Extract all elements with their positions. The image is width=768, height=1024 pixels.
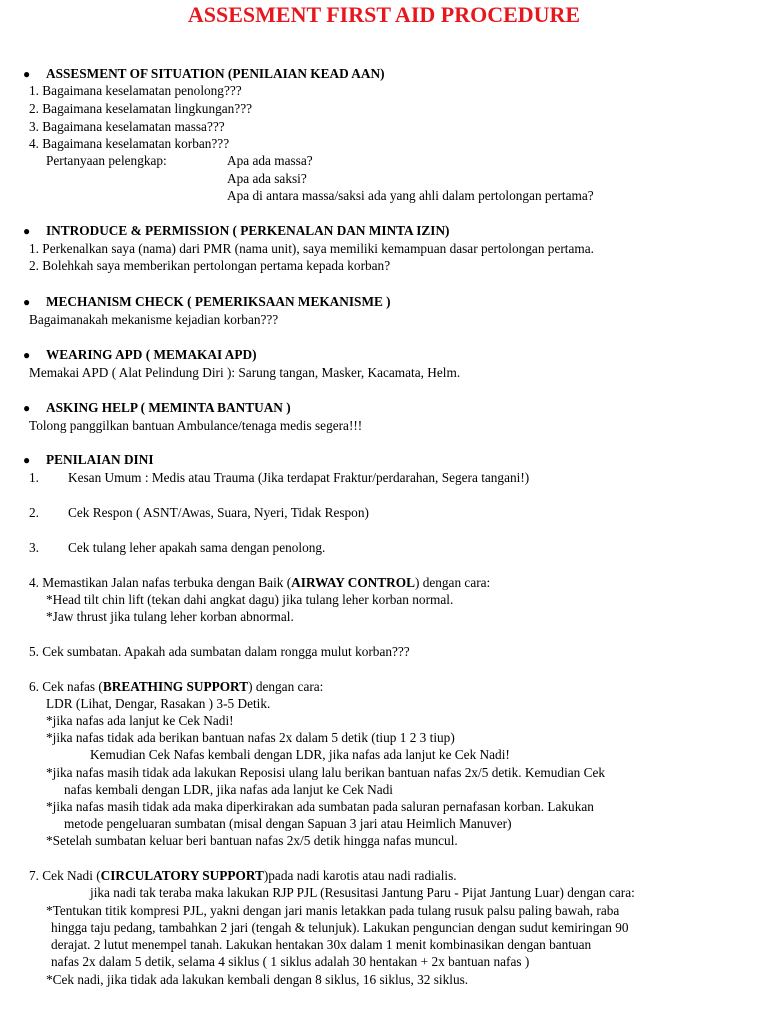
bullet-icon: ●	[23, 295, 31, 309]
step-detail: *Cek nadi, jika tidak ada lakukan kembali dengan 8 siklus, 16 siklus, 32 siklus.	[46, 972, 469, 987]
step-detail: hingga taju pedang, tambahkan 2 jari (tengah & telunjuk). Lakukan penguncian dengan sudut kemiringan 90	[51, 920, 629, 935]
list-item: 2. Bolehkah saya memberikan pertolongan pertama kepada korban?	[29, 258, 391, 273]
step-detail: jika nadi tak teraba maka lakukan RJP PJL (Resusitasi Jantung Paru - Pijat Jantung Luar) dengan cara:	[90, 885, 635, 900]
list-item: 1. Bagaimana keselamatan penolong???	[29, 83, 242, 98]
section-heading-situation: ASSESMENT OF SITUATION (PENILAIAN KEAD AAN)	[46, 66, 385, 81]
step-detail: *jika nafas tidak ada berikan bantuan nafas 2x dalam 5 detik (tiup 1 2 3 tiup)	[46, 730, 455, 745]
section-text: Tolong panggilkan bantuan Ambulance/tenaga medis segera!!!	[29, 418, 363, 433]
step-text-part: 7. Cek Nadi (	[29, 868, 101, 883]
step-detail: *Jaw thrust jika tulang leher korban abnormal.	[46, 609, 294, 624]
step-detail: *jika nafas masih tidak ada maka diperkirakan ada sumbatan pada saluran pernafasan korban. Lakukan	[46, 799, 594, 814]
section-text: Bagaimanakah mekanisme kejadian korban???	[29, 312, 279, 327]
step-detail: *Head tilt chin lift (tekan dahi angkat dagu) jika tulang leher korban normal.	[46, 592, 454, 607]
step-detail: nafas kembali dengan LDR, jika nafas ada lanjut ke Cek Nadi	[64, 782, 393, 797]
step-text-breathing	[29, 678, 323, 695]
list-item: 4. Bagaimana keselamatan korban???	[29, 136, 230, 151]
step-text-part: )pada nadi karotis atau nadi radialis.	[263, 868, 457, 883]
step-detail: derajat. 2 lutut menempel tanah. Lakukan hentakan 30x dalam 1 menit kombinasikan dengan bantuan	[51, 937, 592, 952]
section-heading-introduce: INTRODUCE & PERMISSION ( PERKENALAN DAN MINTA IZIN)	[46, 223, 450, 238]
step-number: 2.	[29, 505, 39, 520]
step-detail: metode pengeluaran sumbatan (misal dengan Sapuan 3 jari atau Heimlich Manuver)	[64, 816, 512, 831]
step-detail: *jika nafas ada lanjut ke Cek Nadi!	[46, 713, 234, 728]
step-detail: nafas 2x dalam 5 detik, selama 4 siklus ( 1 siklus adalah 30 hentakan + 2x bantuan nafas )	[51, 954, 530, 969]
section-heading-penilaian: PENILAIAN DINI	[46, 452, 154, 467]
step-text: 5. Cek sumbatan. Apakah ada sumbatan dalam rongga mulut korban???	[29, 644, 410, 659]
list-item: 2. Bagaimana keselamatan lingkungan???	[29, 101, 253, 116]
step-text-circulatory	[29, 867, 457, 884]
section-heading-help: ASKING HELP ( MEMINTA BANTUAN )	[46, 400, 291, 415]
bullet-icon: ●	[23, 453, 31, 467]
step-detail: *Tentukan titik kompresi PJL, yakni dengan jari manis letakkan pada tulang rusuk palsu paling bawah, raba	[46, 903, 620, 918]
extra-questions-label: Pertanyaan pelengkap:	[46, 153, 167, 168]
step-detail: *jika nafas masih tidak ada lakukan Reposisi ulang lalu berikan bantuan nafas 2x/5 detik. Kemudian Cek	[46, 765, 606, 780]
step-text-part: ) dengan cara:	[248, 679, 324, 694]
bullet-icon: ●	[23, 348, 31, 362]
step-text-part: 4. Memastikan Jalan nafas terbuka dengan Baik (	[29, 575, 292, 590]
list-item: Apa ada saksi?	[227, 171, 307, 186]
list-item: 3. Bagaimana keselamatan massa???	[29, 119, 225, 134]
step-detail: Kemudian Cek Nafas kembali dengan LDR, jika nafas ada lanjut ke Cek Nadi!	[90, 747, 510, 762]
page-title: ASSESMENT FIRST AID PROCEDURE	[187, 2, 581, 27]
section-text: Memakai APD ( Alat Pelindung Diri ): Sarung tangan, Masker, Kacamata, Helm.	[29, 365, 461, 380]
step-text: Cek tulang leher apakah sama dengan penolong.	[68, 540, 326, 555]
emphasis-text: BREATHING SUPPORT	[102, 679, 249, 694]
list-item: Apa di antara massa/saksi ada yang ahli dalam pertolongan pertama?	[227, 188, 594, 203]
bullet-icon: ●	[23, 67, 31, 81]
step-detail: *Setelah sumbatan keluar beri bantuan nafas 2x/5 detik hingga nafas muncul.	[46, 833, 458, 848]
emphasis-text: AIRWAY CONTROL	[291, 575, 415, 590]
step-text-airway	[29, 574, 490, 591]
bullet-icon: ●	[23, 224, 31, 238]
list-item: Apa ada massa?	[227, 153, 313, 168]
step-text-part: ) dengan cara:	[414, 575, 491, 590]
step-number: 3.	[29, 540, 39, 555]
section-heading-apd: WEARING APD ( MEMAKAI APD)	[46, 347, 257, 362]
emphasis-text: CIRCULATORY SUPPORT	[100, 868, 264, 883]
step-detail: LDR (Lihat, Dengar, Rasakan ) 3-5 Detik.	[46, 696, 271, 711]
step-text: Cek Respon ( ASNT/Awas, Suara, Nyeri, Tidak Respon)	[68, 505, 369, 520]
list-item: 1. Perkenalkan saya (nama) dari PMR (nama unit), saya memiliki kemampuan dasar pertolongan pertama.	[29, 241, 594, 256]
step-number: 1.	[29, 470, 39, 485]
step-text-part: 6. Cek nafas (	[29, 679, 103, 694]
bullet-icon: ●	[23, 401, 31, 415]
step-text: Kesan Umum : Medis atau Trauma (Jika terdapat Fraktur/perdarahan, Segera tangani!)	[68, 470, 530, 485]
section-heading-mechanism: MECHANISM CHECK ( PEMERIKSAAN MEKANISME )	[46, 294, 391, 309]
